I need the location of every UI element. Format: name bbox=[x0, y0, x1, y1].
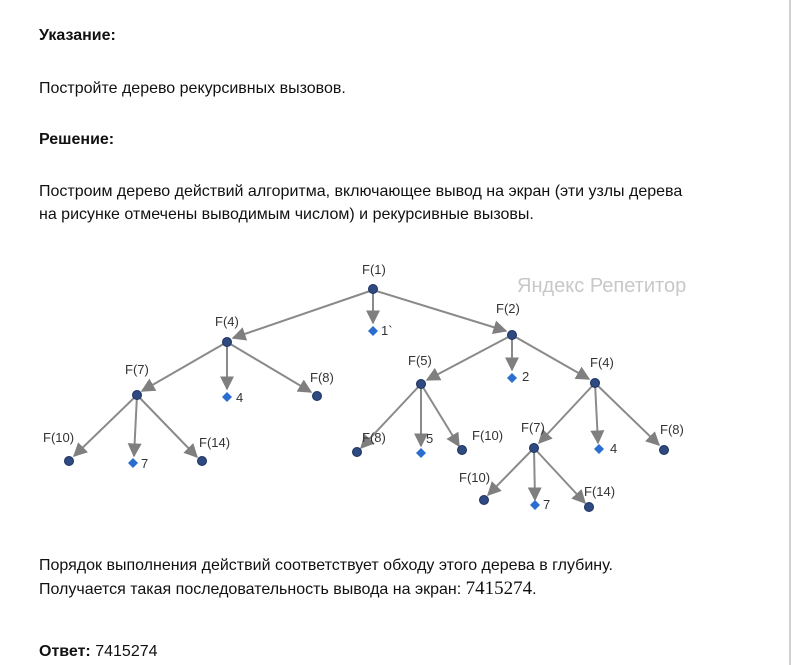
edge bbox=[534, 448, 535, 500]
hint-text: Постройте дерево рекурсивных вызовов. bbox=[39, 80, 346, 97]
node-label: F(8) bbox=[660, 422, 684, 437]
tree-node bbox=[65, 457, 74, 466]
node-label: F(10) bbox=[472, 428, 504, 443]
tree-node bbox=[458, 446, 467, 455]
node-label: F(14) bbox=[199, 435, 231, 450]
node-label: F(10) bbox=[459, 470, 491, 485]
hint-heading: Указание: bbox=[39, 27, 116, 44]
node-label: F(7) bbox=[125, 362, 149, 377]
edge bbox=[534, 448, 585, 503]
output-value: 5 bbox=[426, 431, 434, 446]
output-diamond bbox=[128, 458, 138, 468]
output-value: 2 bbox=[522, 369, 530, 384]
tree-node bbox=[660, 446, 669, 455]
tree-node bbox=[198, 457, 207, 466]
answer-label: Ответ: bbox=[39, 643, 91, 660]
node-label: F(7) bbox=[521, 420, 545, 435]
output-diamond bbox=[507, 373, 517, 383]
conclusion-line-2: Получается такая последовательность вывода на экран: 7415274. bbox=[39, 578, 537, 599]
tree-node bbox=[585, 503, 594, 512]
solution-line-1: Построим дерево действий алгоритма, включающее вывод на экран (эти узлы дерева bbox=[39, 183, 683, 200]
edge bbox=[233, 290, 373, 338]
tree-node bbox=[223, 338, 232, 347]
node-label: F(1) bbox=[362, 262, 386, 277]
output-value: 4 bbox=[236, 390, 244, 405]
node-label: F(4) bbox=[215, 314, 239, 329]
tree-node bbox=[530, 444, 539, 453]
tree-node bbox=[480, 496, 489, 505]
node-label: F(10) bbox=[43, 430, 75, 445]
watermark: Яндекс Репетитор bbox=[517, 275, 687, 297]
conclusion-line-1: Порядок выполнения действий соответствует обходу этого дерева в глубину. bbox=[39, 557, 613, 574]
tree-node-root bbox=[369, 285, 378, 294]
edge bbox=[595, 383, 659, 445]
edge bbox=[539, 383, 595, 443]
answer bbox=[39, 641, 158, 663]
tree-node bbox=[591, 379, 600, 388]
edge bbox=[427, 335, 512, 380]
node-label: F(4) bbox=[590, 355, 614, 370]
output-value: 4 bbox=[610, 441, 618, 456]
tree-node bbox=[313, 392, 322, 401]
node-label: F(14) bbox=[584, 484, 616, 499]
output-sequence: 7415274 bbox=[465, 578, 533, 599]
output-value: 1` bbox=[381, 323, 393, 338]
edge bbox=[595, 383, 598, 443]
edge bbox=[488, 448, 534, 495]
tree-node bbox=[133, 391, 142, 400]
conclusion-text: Получается такая последовательность вывода на экран: bbox=[39, 581, 462, 598]
solution-line-2: на рисунке отмечены выводимым числом) и рекурсивные вызовы. bbox=[39, 206, 534, 223]
tree-node bbox=[417, 380, 426, 389]
node-label: F(5) bbox=[408, 353, 432, 368]
output-diamond bbox=[530, 500, 540, 510]
output-value: 7 bbox=[543, 497, 551, 512]
edge bbox=[227, 342, 311, 392]
output-value: 7 bbox=[141, 456, 149, 471]
answer-value: 7415274 bbox=[95, 643, 158, 660]
output-diamond bbox=[594, 444, 604, 454]
output-diamond bbox=[222, 392, 232, 402]
edge bbox=[137, 395, 197, 457]
solution-heading: Решение: bbox=[39, 131, 115, 148]
edge bbox=[142, 342, 227, 391]
node-label: F(8) bbox=[362, 430, 386, 445]
output-diamond bbox=[368, 326, 378, 336]
output-diamond bbox=[416, 448, 426, 458]
node-label: F(2) bbox=[496, 301, 520, 316]
edge bbox=[74, 395, 137, 456]
edge bbox=[134, 395, 137, 456]
edge bbox=[373, 290, 506, 331]
tree-node bbox=[353, 448, 362, 457]
node-label: F(8) bbox=[310, 370, 334, 385]
tree-node bbox=[508, 331, 517, 340]
